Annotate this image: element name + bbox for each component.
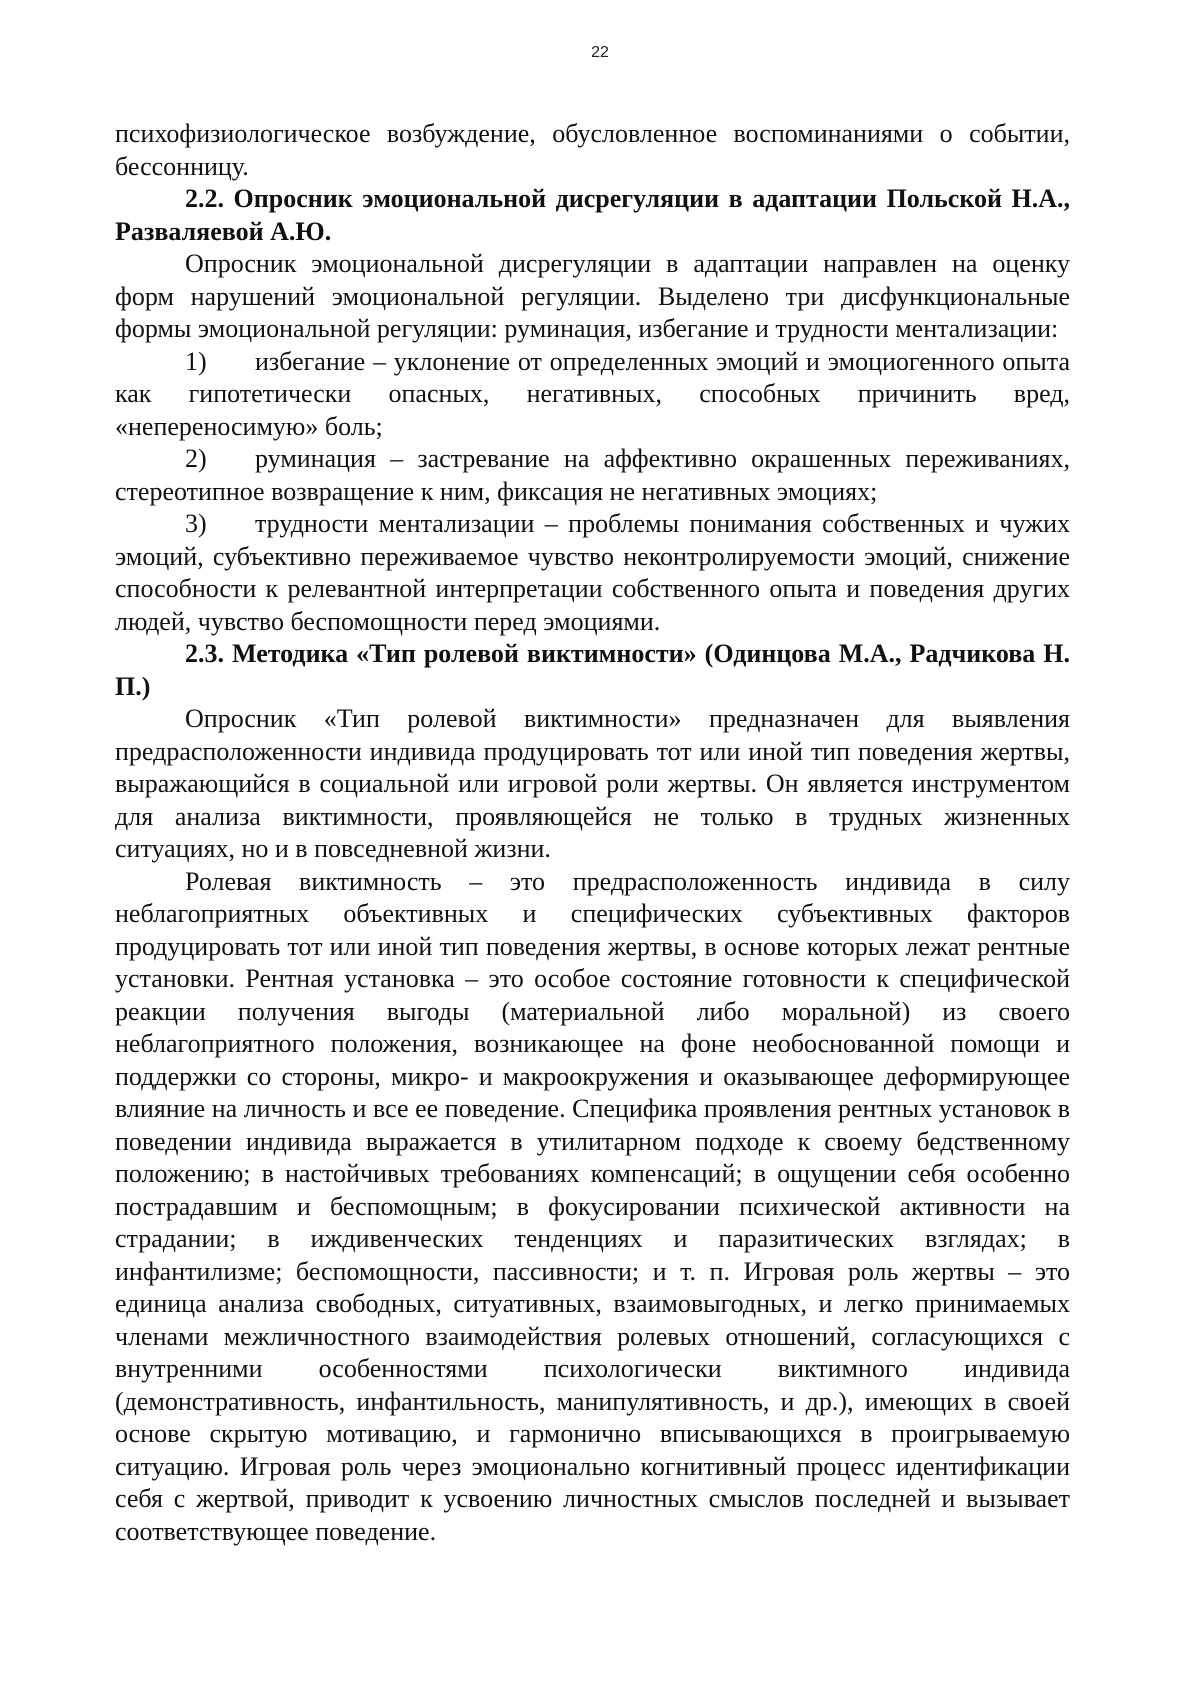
list-item [115,346,1070,444]
paragraph-continuation: психофизиологическое возбуждение, обусловленное воспоминаниями о событии, бессонницу. [115,119,1070,181]
list-number: 2) [185,444,207,473]
paragraph-victimity-questionnaire: Опросник «Тип ролевой виктимности» предназначен для выявления предрасположенности индивида продуцировать тот или иной тип поведения жертвы, выражающийся в социальной или игровой роли жертвы. Он является инструментом для анализа виктимности, проявляющейся не только в трудных жизненных ситуациях, но и в повседневной жизни. [115,704,1070,863]
paragraph-role-victimity: Ролевая виктимность – это предрасположенность индивида в силу неблагоприятных объективных и специфических субъективных факторов продуцировать тот или иной тип поведения жертвы, в основе которых лежат рентные установки. Рентная установка – это особое состояние готовности к специфической реакции получения выгоды (материальной либо моральной) из своего неблагоприятного положения, возникающее на фоне необоснованной помощи и поддержки со стороны, микро- и макроокружения и оказывающее деформирующее влияние на личность и все ее поведение. Специфика проявления рентных установок в поведении индивида выражается в утилитарном подходе к своему бедственному положению; в настойчивых требованиях компенсаций; в ощущении себя особенно пострадавшим и беспомощным; в фокусировании психической активности на страдании; в иждивенческих тенденциях и паразитических взглядах; в инфантилизме; беспомощности, пассивности; и т. п. Игровая роль жертвы – это единица анализа свободных, ситуативных, взаимовыгодных, и легко принимаемых членами межличностного взаимодействия ролевых отношений, согласующихся с внутренними особенностями психологически виктимного индивида (демонстративность, инфантильность, манипулятивность, и др.), имеющих в своей основе скрытую мотивацию, и гармонично вписывающихся в проигрываемую ситуацию. Игровая роль через эмоционально когнитивный процесс идентификации себя с жертвой, приводит к усвоению личностных смыслов последней и вызывает соответствующее поведение. [115,866,1070,1546]
list-number: 1) [185,346,207,376]
list-item-text: руминация – застревание на аффективно окрашенных переживаниях, стереотипное возвращение к ним, фиксация не негативных эмоциях; [115,444,1070,506]
list-item-text: трудности ментализации – проблемы понимания собственных и чужих эмоций, субъективно переживаемое чувство неконтролируемости эмоций, снижение способности к релевантной интерпретации собственного опыта и поведения других людей, чувство беспомощности перед эмоциями. [115,509,1070,636]
list-number: 3) [185,509,207,538]
list-item [115,443,1070,508]
section-heading-2-2: 2.2. Опросник эмоциональной дисрегуляции в адаптации Польской Н.А., Разваляевой А.Ю. [115,184,1070,246]
section-heading-2-3: 2.3. Методика «Тип ролевой виктимности» (Одинцова М.А., Радчикова Н. П.) [115,639,1070,701]
page-number: 22 [591,44,609,61]
page-content [115,118,1070,1548]
list-item-text: избегание – уклонение от определенных эмоций и эмоциогенного опыта как гипотетически опасных, негативных, способных причинить вред, «непереносимую» боль; [115,346,1070,441]
paragraph-questionnaire-intro: Опросник эмоциональной дисрегуляции в адаптации направлен на оценку форм нарушений эмоциональной регуляции. Выделено три дисфункциональные формы эмоциональной регуляции: руминация, избегание и трудности ментализации: [115,249,1070,343]
list-item [115,508,1070,638]
